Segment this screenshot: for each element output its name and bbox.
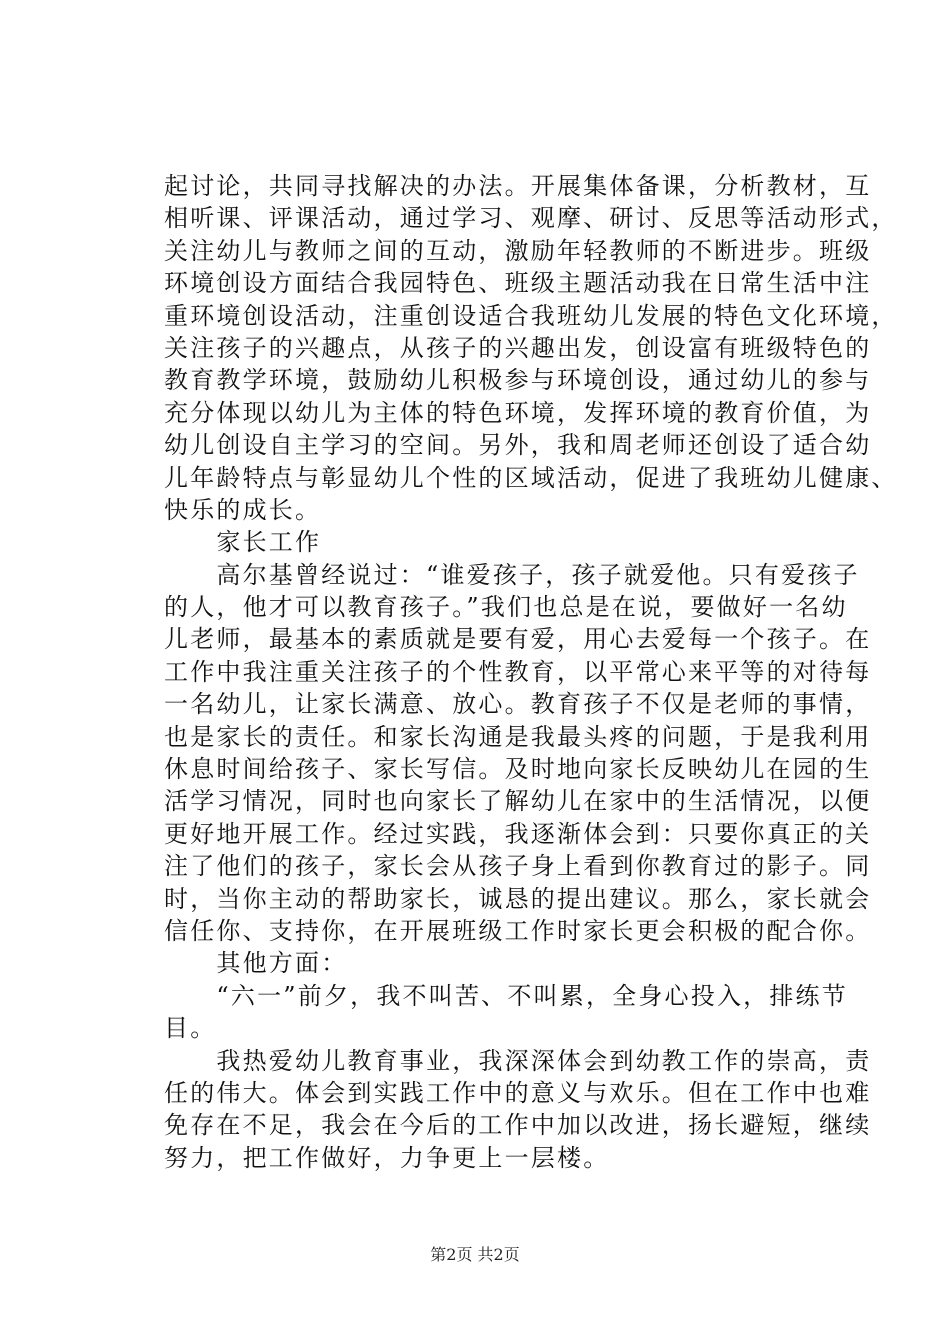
text-line: 注了他们的孩子，家长会从孩子身上看到你教育过的影子。同 [164, 852, 872, 881]
text-line: 教育教学环境，鼓励幼儿积极参与环境创设，通过幼儿的参与 [164, 366, 872, 395]
text-line: 环境创设方面结合我园特色、班级主题活动我在日常生活中注 [164, 269, 872, 298]
text-line: 我热爱幼儿教育事业，我深深体会到幼教工作的崇高，责 [164, 1046, 872, 1075]
text-line: 也是家长的责任。和家长沟通是我最头疼的问题，于是我利用 [164, 722, 872, 751]
text-line: 儿年龄特点与彰显幼儿个性的区域活动，促进了我班幼儿健康、 [164, 463, 898, 492]
text-line: 努力，把工作做好，力争更上一层楼。 [164, 1143, 610, 1172]
text-line: 一名幼儿，让家长满意、放心。教育孩子不仅是老师的事情， [164, 690, 872, 719]
text-line: 相听课、评课活动，通过学习、观摩、研讨、反思等活动形式， [164, 204, 898, 233]
text-line: 快乐的成长。 [164, 495, 322, 524]
text-line: 免存在不足，我会在今后的工作中加以改进，扬长避短，继续 [164, 1111, 872, 1140]
text-line: “六一”前夕，我不叫苦、不叫累，全身心投入，排练节 [164, 981, 848, 1010]
text-line: 休息时间给孩子、家长写信。及时地向家长反映幼儿在园的生 [164, 755, 872, 784]
text-line: 关注孩子的兴趣点，从孩子的兴趣出发，创设富有班级特色的 [164, 333, 872, 362]
section-heading-parents: 家长工作 [164, 528, 322, 557]
text-line: 时，当你主动的帮助家长，诚恳的提出建议。那么，家长就会 [164, 884, 872, 913]
text-line: 的人，他才可以教育孩子。”我们也总是在说，要做好一名幼 [164, 593, 848, 622]
text-line: 关注幼儿与教师之间的互动，激励年轻教师的不断进步。班级 [164, 236, 872, 265]
text-line: 儿老师，最基本的素质就是要有爱，用心去爱每一个孩子。在 [164, 625, 872, 654]
text-line: 工作中我注重关注孩子的个性教育，以平常心来平等的对待每 [164, 657, 872, 686]
section-heading-other: 其他方面： [164, 949, 348, 978]
text-line: 更好地开展工作。经过实践，我逐渐体会到：只要你真正的关 [164, 819, 872, 848]
body-text [164, 170, 898, 1174]
text-line: 任的伟大。体会到实践工作中的意义与欢乐。但在工作中也难 [164, 1078, 872, 1107]
text-line: 幼儿创设自主学习的空间。另外，我和周老师还创设了适合幼 [164, 431, 872, 460]
text-line: 高尔基曾经说过：“谁爱孩子，孩子就爱他。只有爱孩子 [164, 560, 860, 589]
page-footer: 第2页 共2页 [430, 1245, 520, 1264]
text-line: 重环境创设活动，注重创设适合我班幼儿发展的特色文化环境， [164, 301, 898, 330]
text-line: 活学习情况，同时也向家长了解幼儿在家中的生活情况，以便 [164, 787, 872, 816]
text-line: 起讨论，共同寻找解决的办法。开展集体备课，分析教材，互 [164, 172, 872, 200]
text-line: 目。 [164, 1014, 217, 1043]
text-line: 信任你、支持你，在开展班级工作时家长更会积极的配合你。 [164, 916, 872, 945]
text-line: 充分体现以幼儿为主体的特色环境，发挥环境的教育价值，为 [164, 398, 872, 427]
